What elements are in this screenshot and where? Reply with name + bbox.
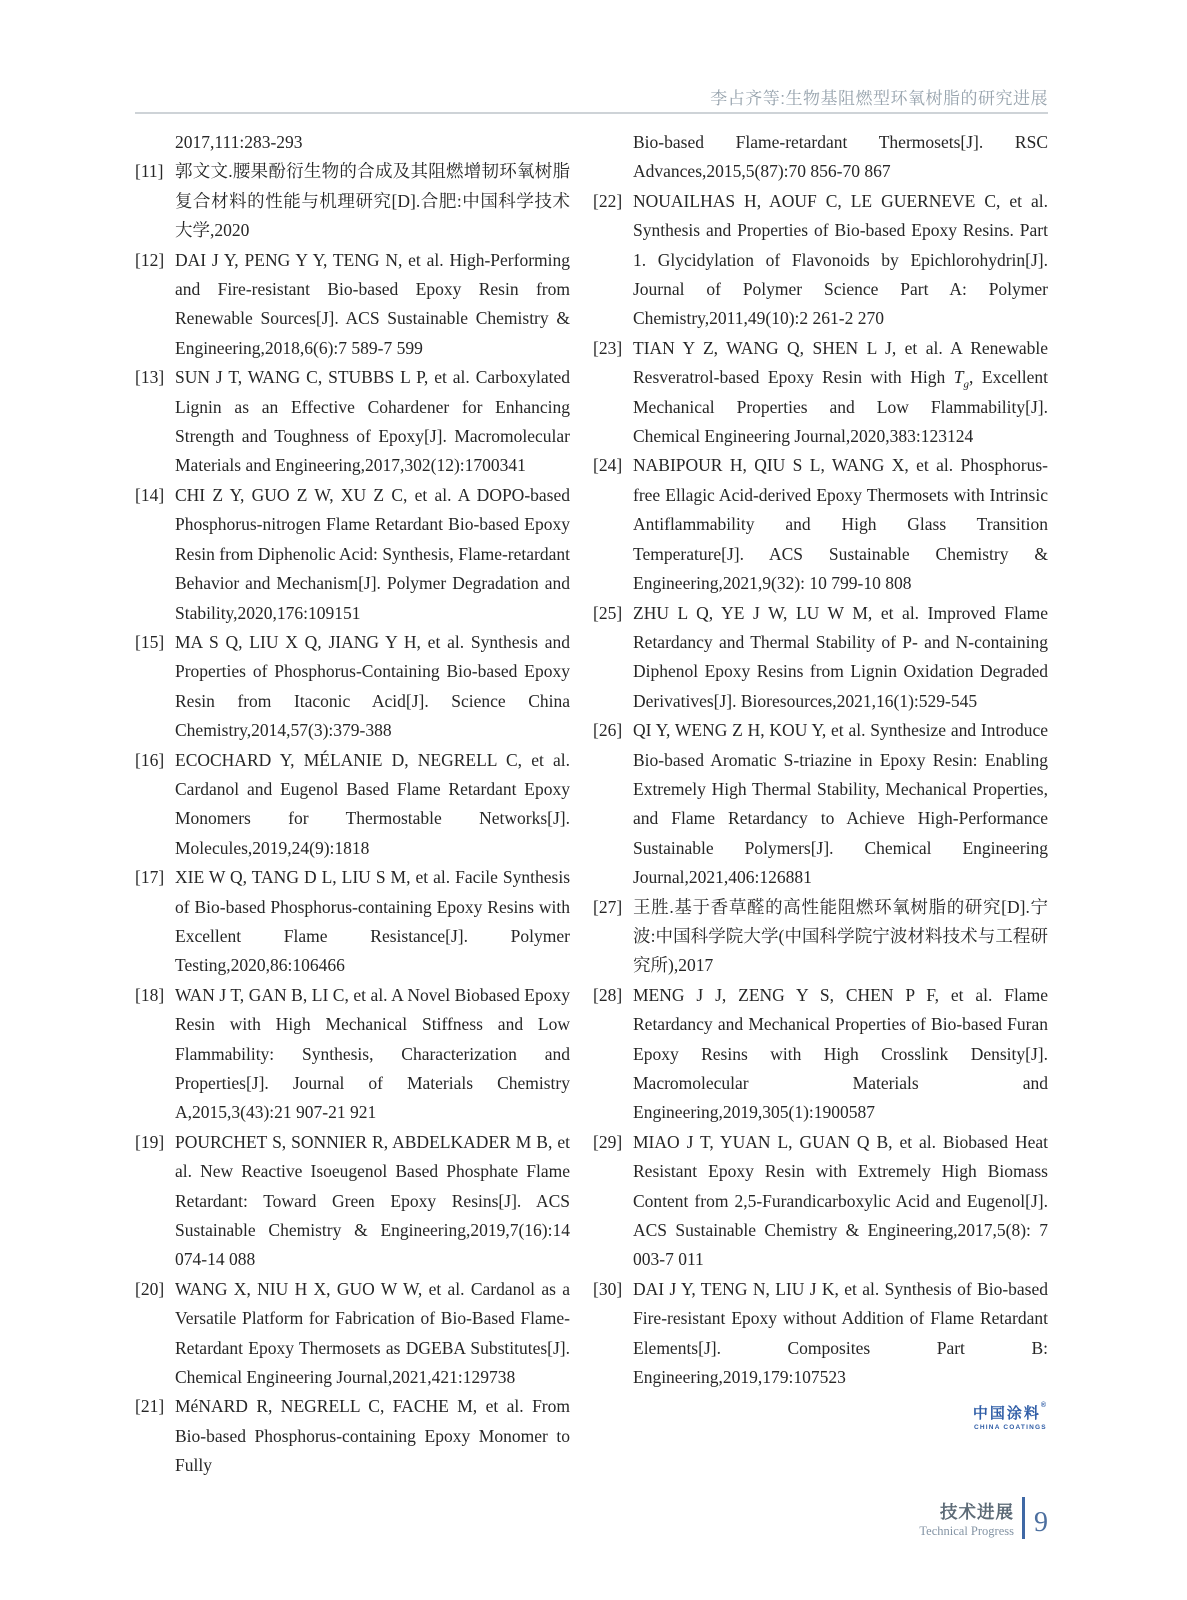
china-coatings-logo [973, 1402, 1048, 1431]
reference-label: [19] [135, 1131, 165, 1152]
reference-label: [16] [135, 749, 165, 770]
references-columns [135, 128, 1048, 1481]
reference-text: CHI Z Y, GUO Z W, XU Z C, et al. A DOPO-based Phosphorus-nitrogen Flame Retardant Bio-based Epoxy Resin from Diphenolic Acid: Synthesis, Flame-retardant Behavior and Mechanism[J]. Polymer Degradation and Stability,2020,176:109151 [175, 484, 570, 623]
reference-item [135, 746, 570, 864]
reference-label: [11] [135, 161, 164, 182]
footer-section-en: Technical Progress [919, 1524, 1014, 1538]
reference-item [593, 893, 1048, 981]
reference-label: [26] [593, 720, 623, 741]
reference-text: 2017,111:283-293 [175, 132, 303, 152]
reference-label: [13] [135, 367, 165, 388]
reference-text: POURCHET S, SONNIER R, ABDELKADER M B, et al. New Reactive Isoeugenol Based Phosphate Flame Retardant: Toward Green Epoxy Resins[J]. ACS Sustainable Chemistry & Engineering,2019,7(16):14 074-14 088 [175, 1131, 570, 1270]
reference-text: SUN J T, WANG C, STUBBS L P, et al. Carboxylated Lignin as an Effective Cohardener for Enhancing Strength and Toughness of Epoxy[J]. Macromolecular Materials and Engineering,2017,302(12):1700341 [175, 367, 570, 476]
reference-label: [21] [135, 1396, 165, 1417]
reference-label: [22] [593, 190, 623, 211]
reference-text: DAI J Y, PENG Y Y, TENG N, et al. High-Performing and Fire-resistant Bio-based Epoxy Resin from Renewable Sources[J]. ACS Sustainable Chemistry & Engineering,2018,6(6):7 589-7 599 [175, 249, 570, 358]
reference-item [135, 1275, 570, 1393]
footer-section-labels [919, 1497, 1022, 1539]
footer-section-cn: 技术进展 [940, 1502, 1014, 1522]
reference-label: [17] [135, 867, 165, 888]
page-number: 9 [1034, 1507, 1048, 1538]
reference-item [593, 981, 1048, 1128]
reference-label: [24] [593, 455, 623, 476]
reference-text: MIAO J T, YUAN L, GUAN Q B, et al. Biobased Heat Resistant Epoxy Resin with Extremely High Biomass Content from 2,5-Furandicarboxylic Acid and Eugenol[J]. ACS Sustainable Chemistry & Engineering,2017,5(8): 7 003-7 011 [633, 1131, 1048, 1270]
reference-item [135, 481, 570, 628]
reference-text: ECOCHARD Y, MÉLANIE D, NEGRELL C, et al. Cardanol and Eugenol Based Flame Retardant Epoxy Monomers for Thermostable Networks[J]. Molecules,2019,24(9):1818 [175, 749, 570, 858]
reference-label: [15] [135, 631, 165, 652]
reference-label: [18] [135, 984, 165, 1005]
reference-item [135, 363, 570, 481]
reference-text: QI Y, WENG Z H, KOU Y, et al. Synthesize and Introduce Bio-based Aromatic S-triazine in Epoxy Resin: Enabling Extremely High Thermal Stability, Mechanical Properties, and Flame Retardancy to Achieve High-Performance Sustainable Polymers[J]. Chemical Engineering Journal,2021,406:126881 [633, 720, 1048, 888]
reference-text: DAI J Y, TENG N, LIU J K, et al. Synthesis of Bio-based Fire-resistant Epoxy without Addition of Flame Retardant Elements[J]. Composites Part B: Engineering,2019,179:107523 [633, 1278, 1048, 1388]
reference-item [593, 187, 1048, 334]
reference-text: WANG X, NIU H X, GUO W W, et al. Cardanol as a Versatile Platform for Fabrication of Bio-Based Flame-Retardant Epoxy Thermosets as DGEBA Substitutes[J]. Chemical Engineering Journal,2021,421:129738 [175, 1278, 570, 1388]
references-column-left [135, 128, 570, 1481]
reference-text: XIE W Q, TANG D L, LIU S M, et al. Facile Synthesis of Bio-based Phosphorus-containing Epoxy Resins with Excellent Flame Resistance[J]. Polymer Testing,2020,86:106466 [175, 867, 570, 976]
header-divider-rule [135, 112, 1048, 114]
running-head-title: 李占齐等:生物基阻燃型环氧树脂的研究进展 [710, 89, 1048, 108]
reference-label: [25] [593, 602, 623, 623]
page-footer [919, 1497, 1048, 1539]
reference-text-pre: TIAN Y Z, WANG Q, SHEN L J, et al. A Renewable Resveratrol-based Epoxy Resin with High [633, 337, 1048, 388]
reference-text: MENG J J, ZENG Y S, CHEN P F, et al. Flame Retardancy and Mechanical Properties of Bio-based Furan Epoxy Resins with High Crosslink Density[J]. Macromolecular Materials and Engineering,2019,305(1):1900587 [633, 984, 1048, 1123]
reference-text: WAN J T, GAN B, LI C, et al. A Novel Biobased Epoxy Resin with High Mechanical Stiffness and Low Flammability: Synthesis, Characterization and Properties[J]. Journal of Materials Chemistry A,2015,3(43):21 907-21 921 [175, 984, 570, 1123]
reference-label: [20] [135, 1278, 165, 1299]
reference-text: Bio-based Flame-retardant Thermosets[J]. RSC Advances,2015,5(87):70 856-70 867 [633, 132, 1048, 182]
reference-text: ZHU L Q, YE J W, LU W M, et al. Improved Flame Retardancy and Thermal Stability of P- and N-containing Diphenol Epoxy Resins from Lignin Oxidation Degraded Derivatives[J]. Bioresources,2021,16(1):529-545 [633, 602, 1048, 711]
reference-item [593, 334, 1048, 452]
reference-item [135, 628, 570, 746]
reference-item [135, 1392, 570, 1480]
reference-text-post: , Excellent Mechanical Properties and Low Flammability[J]. Chemical Engineering Journal,2020,383:123124 [633, 367, 1048, 447]
reference-item [593, 1275, 1048, 1393]
logo-brand-cn: 中国涂料® [972, 1402, 1048, 1422]
reference-item [135, 981, 570, 1128]
tg-symbol: $T_g$ [953, 367, 969, 391]
reference-label: [12] [135, 249, 165, 270]
reference-item [135, 246, 570, 364]
reference-label: [30] [593, 1278, 623, 1299]
reference-text: MA S Q, LIU X Q, JIANG Y H, et al. Synthesis and Properties of Phosphorus-Containing Bio-based Epoxy Resin from Itaconic Acid[J]. Science China Chemistry,2014,57(3):379-388 [175, 631, 570, 741]
references-column-right [593, 128, 1048, 1481]
reference-text: NOUAILHAS H, AOUF C, LE GUERNEVE C, et al. Synthesis and Properties of Bio-based Epoxy Resins. Part 1. Glycidylation of Flavonoids by Epichlorohydrin[J]. Journal of Polymer Science Part A: Polymer Chemistry,2011,49(10):2 261-2 270 [633, 190, 1048, 329]
reference-item [593, 128, 1048, 187]
reference-text: NABIPOUR H, QIU S L, WANG X, et al. Phosphorus-free Ellagic Acid-derived Epoxy Thermosets with Intrinsic Antiflammability and High Glass Transition Temperature[J]. ACS Sustainable Chemistry & Engineering,2021,9(32): 10 799-10 808 [633, 455, 1048, 594]
reference-text: 郭文文.腰果酚衍生物的合成及其阻燃增韧环氧树脂复合材料的性能与机理研究[D].合肥:中国科学技术大学,2020 [175, 161, 570, 241]
reference-label: [27] [593, 896, 623, 917]
logo-brand-en: CHINA COATINGS [974, 1424, 1047, 1431]
registered-mark: ® [1040, 1402, 1048, 1409]
reference-item [135, 863, 570, 981]
reference-text: MéNARD R, NEGRELL C, FACHE M, et al. From Bio-based Phosphorus-containing Epoxy Monomer to Fully [175, 1396, 570, 1476]
reference-label: [28] [593, 984, 623, 1005]
reference-item [593, 451, 1048, 598]
reference-text: 王胜.基于香草醛的高性能阻燃环氧树脂的研究[D].宁波:中国科学院大学(中国科学院宁波材料技术与工程研究所),2017 [633, 896, 1048, 976]
reference-label: [29] [593, 1131, 623, 1152]
reference-text [633, 334, 1048, 452]
reference-item [135, 1128, 570, 1275]
reference-item [593, 1128, 1048, 1275]
reference-label: [14] [135, 484, 165, 505]
reference-item [135, 157, 570, 245]
reference-item [593, 599, 1048, 717]
reference-item [135, 128, 570, 157]
reference-label: [23] [593, 337, 623, 358]
reference-item [593, 716, 1048, 892]
